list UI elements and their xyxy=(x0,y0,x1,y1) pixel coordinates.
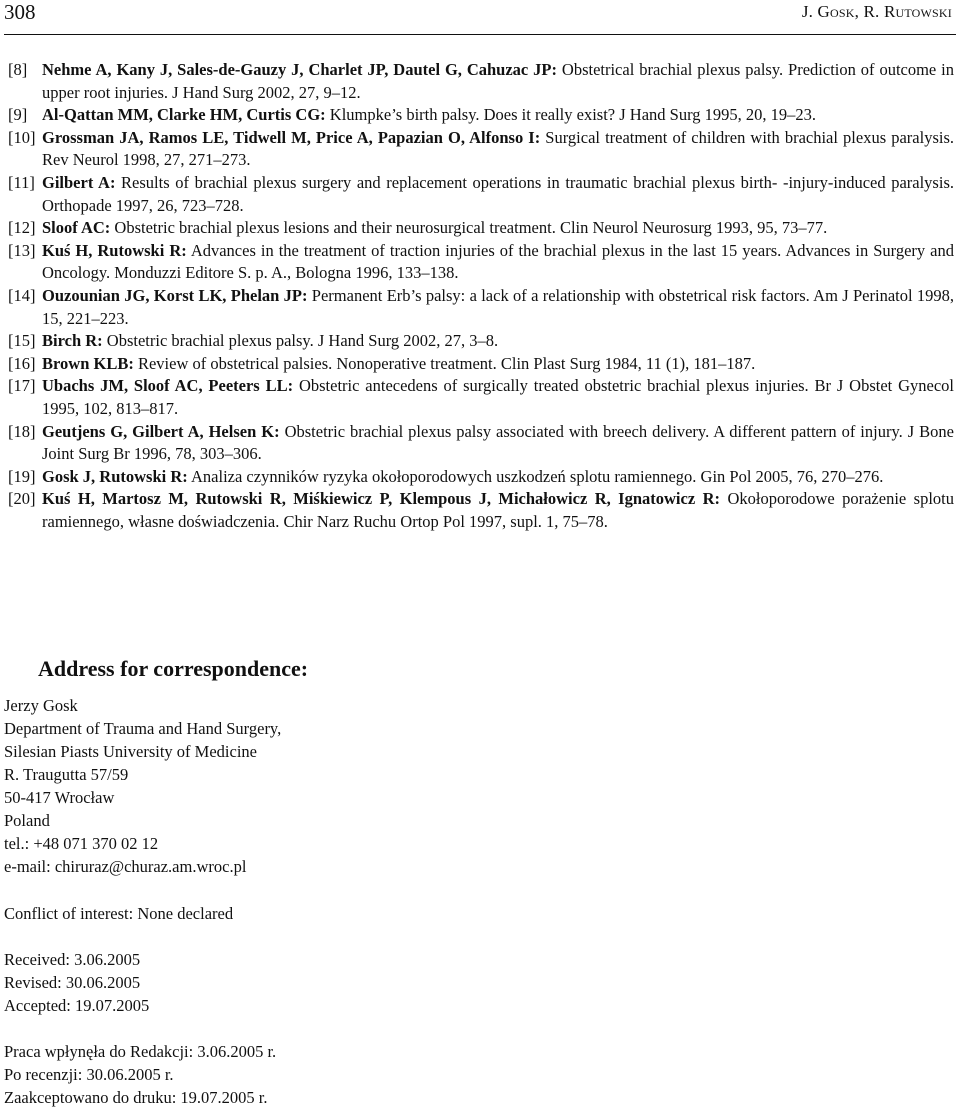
address-email: e-mail: chiruraz@churaz.am.wroc.pl xyxy=(4,857,247,876)
address-heading: Address for correspondence: xyxy=(38,656,309,681)
reference-8 xyxy=(8,59,954,104)
reference-number: [14] xyxy=(8,285,36,305)
reference-text: Surgical treatment of children with brachial plexus paralysis. Rev Neurol 1998, 27, 271–273. xyxy=(42,127,954,170)
reference-number: [17] xyxy=(8,376,36,396)
reference-13 xyxy=(8,240,954,285)
reference-text: Obstetric brachial plexus lesions and their neurosurgical treatment. Clin Neurol Neurosurg 1993, 95, 73–77. xyxy=(110,218,828,238)
reference-authors: Grossman JA, Ramos LE, Tidwell M, Price A, Papazian O, Alfonso I: xyxy=(42,127,541,147)
reference-19 xyxy=(8,466,954,489)
reference-authors: Geutjens G, Gilbert A, Helsen K: xyxy=(42,421,280,441)
polish-reviewed-date: Po recenzji: 30.06.2005 r. xyxy=(4,1065,174,1084)
address-phone: tel.: +48 071 370 02 12 xyxy=(4,834,159,853)
address-country: Poland xyxy=(4,811,50,830)
reference-text: Advances in the treatment of traction injuries of the brachial plexus in the last 15 years. Advances in Surgery and Oncology. Monduzzi Editore S. p. A., Bologna 1996, 133–138. xyxy=(42,240,954,283)
reference-text: Review of obstetrical palsies. Nonoperative treatment. Clin Plast Surg 1984, 11 (1), 181–187. xyxy=(133,353,756,373)
reference-text: Permanent Erb’s palsy: a lack of a relationship with obstetrical risk factors. Am J Perinatol 1998, 15, 221–223. xyxy=(42,285,955,328)
reference-number: [9] xyxy=(8,105,28,125)
address-department: Department of Trauma and Hand Surgery, xyxy=(4,719,282,738)
reference-number: [12] xyxy=(8,218,36,238)
correspondence-address xyxy=(4,694,281,878)
reference-text: Obstetric antecedens of surgically treated obstetric brachial plexus injuries. Br J Obstet Gynecol 1995, 102, 813–817. xyxy=(42,376,955,418)
reference-number: [16] xyxy=(8,353,36,373)
reference-12 xyxy=(8,217,954,240)
reference-11 xyxy=(8,172,954,217)
address-university: Silesian Piasts University of Medicine xyxy=(4,742,257,761)
reference-number: [20] xyxy=(8,489,36,509)
reference-list xyxy=(8,59,954,533)
address-city: 50-417 Wrocław xyxy=(4,788,115,807)
reference-number: [13] xyxy=(8,240,36,260)
reference-authors: Kuś H, Martosz M, Rutowski R, Miśkiewicz P, Klempous J, Michałowicz R, Ignatowicz R: xyxy=(42,489,721,509)
reference-authors: Gosk J, Rutowski R: xyxy=(42,466,188,486)
reference-authors: Sloof AC: xyxy=(42,218,111,238)
reference-16 xyxy=(8,353,954,376)
polish-article-dates xyxy=(4,1040,276,1109)
reference-text: Obstetric brachial plexus palsy. J Hand Surg 2002, 27, 3–8. xyxy=(102,331,499,351)
header-rule xyxy=(4,34,956,35)
reference-authors: Birch R: xyxy=(42,331,103,351)
reference-number: [15] xyxy=(8,331,36,351)
page-number: 308 xyxy=(4,0,36,24)
reference-authors: Al-Qattan MM, Clarke HM, Curtis CG: xyxy=(42,105,326,125)
reference-18 xyxy=(8,421,954,466)
reference-authors: Ouzounian JG, Korst LK, Phelan JP: xyxy=(42,285,308,305)
reference-authors: Kuś H, Rutowski R: xyxy=(42,240,187,260)
reference-number: [10] xyxy=(8,127,36,147)
accepted-date: Accepted: 19.07.2005 xyxy=(4,996,150,1015)
reference-authors: Brown KLB: xyxy=(42,353,134,373)
polish-received-date: Praca wpłynęła do Redakcji: 3.06.2005 r. xyxy=(4,1042,277,1061)
polish-accepted-date: Zaakceptowano do druku: 19.07.2005 r. xyxy=(4,1088,268,1107)
received-date: Received: 3.06.2005 xyxy=(4,950,141,969)
reference-number: [11] xyxy=(8,172,35,192)
reference-authors: Nehme A, Kany J, Sales-de-Gauzy J, Charlet JP, Dautel G, Cahuzac JP: xyxy=(42,60,557,79)
reference-9 xyxy=(8,104,954,127)
reference-17 xyxy=(8,375,954,420)
reference-authors: Gilbert A: xyxy=(42,172,116,192)
reference-text: Okołoporodowe porażenie splotu ramiennego, własne doświadczenia. Chir Narz Ruchu Ortop Pol 1997, supl. 1, 75–78. xyxy=(42,489,955,531)
reference-text: Results of brachial plexus surgery and replacement operations in traumatic brachial plexus birth- -injury-induced paralysis. Orthopade 1997, 26, 723–728. xyxy=(42,172,954,215)
reference-number: [18] xyxy=(8,421,36,441)
article-dates xyxy=(4,948,149,1017)
reference-10 xyxy=(8,127,954,172)
running-head: J. Gosk, R. Rutowski xyxy=(801,2,952,21)
revised-date: Revised: 30.06.2005 xyxy=(4,973,141,992)
reference-number: [8] xyxy=(8,60,28,79)
reference-text: Obstetric brachial plexus palsy associated with breech delivery. A different pattern of injury. J Bone Joint Surg Br 1996, 78, 303–306. xyxy=(42,421,955,464)
address-street: R. Traugutta 57/59 xyxy=(4,765,129,784)
conflict-of-interest xyxy=(4,902,233,925)
reference-14 xyxy=(8,285,954,330)
reference-20 xyxy=(8,488,954,533)
reference-text: Obstetrical brachial plexus palsy. Prediction of outcome in upper root injuries. J Hand Surg 2002, 27, 9–12. xyxy=(42,60,955,102)
reference-text: Klumpke’s birth palsy. Does it really exist? J Hand Surg 1995, 20, 19–23. xyxy=(325,105,817,125)
conflict-text: Conflict of interest: None declared xyxy=(4,904,234,923)
reference-number: [19] xyxy=(8,466,36,486)
page-header xyxy=(4,0,952,28)
reference-authors: Ubachs JM, Sloof AC, Peeters LL: xyxy=(42,376,294,396)
address-name: Jerzy Gosk xyxy=(4,696,78,715)
reference-15 xyxy=(8,330,954,353)
reference-text: Analiza czynników ryzyka okołoporodowych uszkodzeń splotu ramiennego. Gin Pol 2005, 76, 270–276. xyxy=(187,466,884,486)
